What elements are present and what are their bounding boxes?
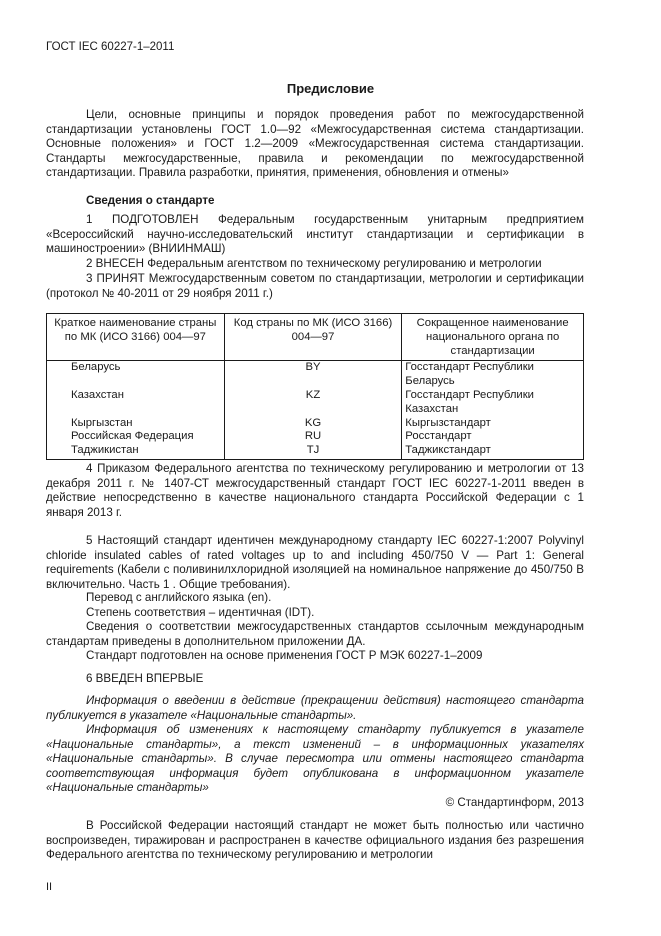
cell-country: Казахстан [47, 389, 225, 417]
cell-country: Российская Федерация [47, 430, 225, 444]
cell-code: TJ [224, 444, 402, 459]
table-row [47, 417, 584, 431]
item-2: 2 ВНЕСЕН Федеральным агентством по техническому регулированию и метрологии [86, 257, 542, 270]
item-1: 1 ПОДГОТОВЛЕН Федеральным государственным унитарным предприятием «Всероссийский научно-исследовательский институт стандартизации и сертификации в машиностроении» (ВНИИНМАШ) [46, 213, 584, 256]
cell-body: Росстандарт [402, 430, 584, 444]
table-row [47, 361, 584, 389]
copyright: © Стандартинформ, 2013 [445, 796, 584, 809]
cell-code: RU [224, 430, 402, 444]
cell-code: BY [224, 361, 402, 389]
table-row [47, 444, 584, 459]
page-number: II [46, 881, 53, 893]
table-header-code: Код страны по МК (ИСО 3166) 004—97 [224, 314, 402, 361]
item-5-language: Перевод с английского языка (en). [86, 591, 272, 604]
item-5-basis: Стандарт подготовлен на основе применения ГОСТ Р МЭК 60227-1–2009 [86, 649, 483, 662]
cell-body: Кыргызстандарт [402, 417, 584, 431]
cell-body: Таджикстандарт [402, 444, 584, 459]
info-notice-1: Информация о введении в действие (прекращении действия) настоящего стандарта публикуется в указателе «Национальные стандарты». [46, 694, 584, 722]
cell-code: KZ [224, 389, 402, 417]
section-heading: Сведения о стандарте [86, 194, 215, 207]
cell-body: Госстандарт Республики Казахстан [402, 389, 584, 417]
table-header-country: Краткое наименование страны по МК (ИСО 3166) 004—97 [47, 314, 225, 361]
document-header: ГОСТ IEC 60227-1–2011 [46, 41, 175, 53]
item-5-degree: Степень соответствия – идентичная (IDT). [86, 606, 315, 619]
table-row [47, 389, 584, 417]
cell-country: Таджикистан [47, 444, 225, 459]
cell-code: KG [224, 417, 402, 431]
page-title: Предисловие [286, 81, 375, 96]
cell-country: Беларусь [47, 361, 225, 389]
item-4: 4 Приказом Федерального агентства по техническому регулированию и метрологии от 13 декабря 2011 г. № 1407-СТ межгосударственный стандарт ГОСТ IEC 60227-1-2011 введен в действие непосредственно в качестве национального стандарта Российской Федерации с 1 января 2013 г. [46, 462, 584, 519]
table-header-body: Сокращенное наименование национального органа по стандартизации [402, 314, 584, 361]
item-6: 6 ВВЕДЕН ВПЕРВЫЕ [86, 672, 204, 685]
table-row [47, 430, 584, 444]
rights-notice: В Российской Федерации настоящий стандарт не может быть полностью или частично воспроизведен, тиражирован и распространен в качестве официального издания без разрешения Федерального агентства по техническому регулированию и метрологии [46, 819, 584, 862]
cell-body: Госстандарт Республики Беларусь [402, 361, 584, 389]
item-5-references: Сведения о соответствии межгосударственных стандартов ссылочным международным стандартам приведены в дополнительном приложении ДА. [46, 620, 584, 648]
intro-paragraph: Цели, основные принципы и порядок проведения работ по межгосударственной стандартизации установлены ГОСТ 1.0—92 «Межгосударственная система стандартизации. Основные положения» и ГОСТ 1.2—2009 «Межгосударственная система стандартизации. Стандарты межгосударственные, правила и рекомендации по межгосударственной стандартизации. Правила разработки, принятия, применения, обновления и отмены» [46, 108, 584, 180]
item-5: 5 Настоящий стандарт идентичен международному стандарту IEC 60227-1:2007 Polyvinyl chloride insulated cables of rated voltages up to and including 450/750 V — Part 1: General requirements (Кабели с поливинилхлоридной изоляцией на номинальное напряжение до 450/750 В включительно. Часть 1 . Общие требования). [46, 534, 584, 591]
member-states-table [46, 313, 584, 460]
info-notice-2: Информация об изменениях к настоящему стандарту публикуется в указателе «Национальные стандарты», а текст изменений – в информационных указателях «Национальные стандарты». В случае пересмотра или отмены настоящего стандарта соответствующая информация будет опубликована в информационном указателе «Национальные стандарты» [46, 723, 584, 795]
item-3: 3 ПРИНЯТ Межгосударственным советом по стандартизации, метрологии и сертификации (протокол № 40-2011 от 29 ноября 2011 г.) [46, 272, 584, 300]
cell-country: Кыргызстан [47, 417, 225, 431]
